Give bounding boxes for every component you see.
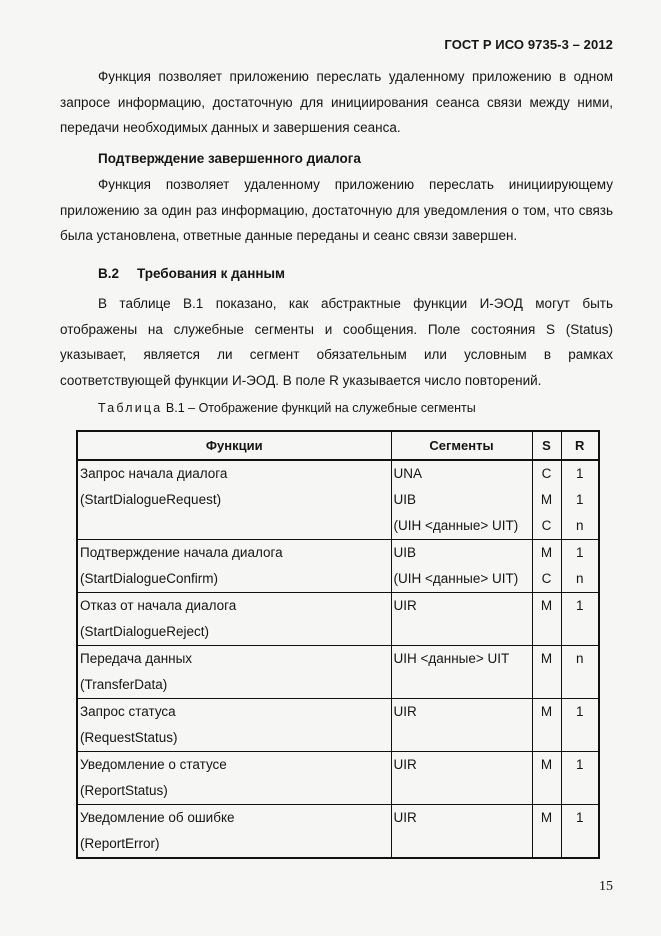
table-row <box>77 593 599 646</box>
r-cell <box>561 699 599 752</box>
empty-line <box>562 778 599 804</box>
empty-line <box>562 672 599 698</box>
repeat-value: 1 <box>575 757 584 772</box>
empty-line <box>392 831 532 857</box>
segment-value: UIR <box>393 757 417 772</box>
segment-cell <box>391 699 532 752</box>
function-code: (StartDialogueConfirm) <box>80 571 219 586</box>
repeat-value: 1 <box>575 466 584 481</box>
table-row <box>77 460 599 540</box>
repeat-value: n <box>575 571 584 586</box>
segment-value: UIR <box>393 598 417 613</box>
status-value: C <box>541 466 552 481</box>
s-cell <box>532 593 561 646</box>
s-cell <box>532 699 561 752</box>
table-caption <box>98 401 476 415</box>
empty-line <box>533 619 561 645</box>
function-code: (StartDialogueRequest) <box>80 492 222 507</box>
status-value: M <box>540 704 553 719</box>
segment-cell <box>391 805 532 859</box>
function-cell <box>77 460 391 540</box>
function-cell <box>77 540 391 593</box>
repeat-value: n <box>575 651 584 666</box>
s-cell <box>532 805 561 859</box>
r-cell <box>561 752 599 805</box>
function-code: (ReportError) <box>80 836 160 851</box>
function-name: Запрос статуса <box>80 704 176 719</box>
header-r: R <box>561 431 599 460</box>
table-caption-text: В.1 – Отображение функций на служебные сегменты <box>165 401 476 415</box>
segment-value: UIB <box>393 545 417 560</box>
table-row <box>77 699 599 752</box>
function-cell <box>77 752 391 805</box>
function-cell <box>77 593 391 646</box>
segment-value: UIR <box>393 704 417 719</box>
empty-line <box>533 778 561 804</box>
status-value: C <box>541 571 552 586</box>
function-cell <box>77 646 391 699</box>
r-cell <box>561 593 599 646</box>
table-row <box>77 805 599 859</box>
segment-cell <box>391 646 532 699</box>
r-cell <box>561 646 599 699</box>
function-name: Уведомление о статусе <box>80 757 227 772</box>
status-value: M <box>540 651 553 666</box>
segment-value: UIH <данные> UIT <box>393 651 510 666</box>
segment-cell <box>391 460 532 540</box>
table-caption-label: Таблица <box>98 401 163 415</box>
repeat-value: 1 <box>575 704 584 719</box>
empty-line <box>533 831 561 857</box>
header-functions: Функции <box>77 431 391 460</box>
repeat-value: 1 <box>575 598 584 613</box>
r-cell <box>561 805 599 859</box>
function-code: (StartDialogueReject) <box>80 624 210 639</box>
status-value: M <box>540 598 553 613</box>
empty-line <box>392 725 532 751</box>
page-number: 15 <box>599 879 613 894</box>
function-name: Отказ от начала диалога <box>80 598 237 613</box>
status-value: M <box>540 757 553 772</box>
segment-value: UNA <box>393 466 423 481</box>
function-code: (ReportStatus) <box>80 783 168 798</box>
function-cell <box>77 805 391 859</box>
table-body <box>77 460 599 858</box>
segment-value: (UIH <данные> UIT) <box>393 571 519 586</box>
s-cell <box>532 646 561 699</box>
table-row <box>77 646 599 699</box>
header-s: S <box>532 431 561 460</box>
empty-line <box>562 725 599 751</box>
empty-line <box>392 778 532 804</box>
function-code: (TransferData) <box>80 677 168 692</box>
confirm-heading: Подтверждение завершенного диалога <box>98 151 361 166</box>
function-name: Подтверждение начала диалога <box>80 545 283 560</box>
table-row <box>77 540 599 593</box>
intro-paragraph: Функция позволяет приложению переслать удаленному приложению в одном запросе информацию, достаточную для инициирования сеанса связи между ними, передачи необходимых данных и завершения сеанса. <box>60 69 613 135</box>
r-cell <box>561 460 599 540</box>
segment-cell <box>391 593 532 646</box>
empty-line <box>562 831 599 857</box>
status-value: M <box>540 810 553 825</box>
section-number: В.2 <box>98 266 120 281</box>
table-row <box>77 752 599 805</box>
document-header: ГОСТ Р ИСО 9735-3 – 2012 <box>444 37 613 52</box>
segment-value: (UIH <данные> UIT) <box>393 518 519 533</box>
status-value: M <box>540 492 553 507</box>
status-value: C <box>541 518 552 533</box>
s-cell <box>532 460 561 540</box>
empty-line <box>533 672 561 698</box>
repeat-value: 1 <box>575 545 584 560</box>
function-cell <box>77 699 391 752</box>
function-name: Уведомление об ошибке <box>80 810 235 825</box>
function-mapping-table <box>76 430 600 859</box>
repeat-value: 1 <box>575 810 584 825</box>
data-requirements-paragraph: В таблице В.1 показано, как абстрактные функции И-ЭОД могут быть отображены на служебные сегменты и сообщения. Поле состояния S (Status) указывает, является ли сегмент обязательным или условным в рамках соответствующей функции И-ЭОД. В поле R указывается число повторений. <box>60 296 613 388</box>
r-cell <box>561 540 599 593</box>
table-header-row <box>77 431 599 460</box>
section-title: Требования к данным <box>137 266 286 281</box>
empty-line <box>533 725 561 751</box>
s-cell <box>532 752 561 805</box>
s-cell <box>532 540 561 593</box>
segment-cell <box>391 540 532 593</box>
empty-line <box>392 619 532 645</box>
status-value: M <box>540 545 553 560</box>
repeat-value: 1 <box>575 492 584 507</box>
function-name: Передача данных <box>80 651 193 666</box>
segment-value: UIB <box>393 492 417 507</box>
function-name: Запрос начала диалога <box>80 466 228 481</box>
function-code: (RequestStatus) <box>80 730 178 745</box>
segment-cell <box>391 752 532 805</box>
empty-line <box>392 672 532 698</box>
segment-value: UIR <box>393 810 417 825</box>
empty-line <box>78 513 391 539</box>
empty-line <box>562 619 599 645</box>
repeat-value: n <box>575 518 584 533</box>
header-segments: Сегменты <box>391 431 532 460</box>
confirm-paragraph: Функция позволяет удаленному приложению переслать инициирующему приложению за один раз информацию, достаточную для уведомления о том, что связь была установлена, ответные данные переданы и сеанс связи завершен. <box>60 177 613 243</box>
